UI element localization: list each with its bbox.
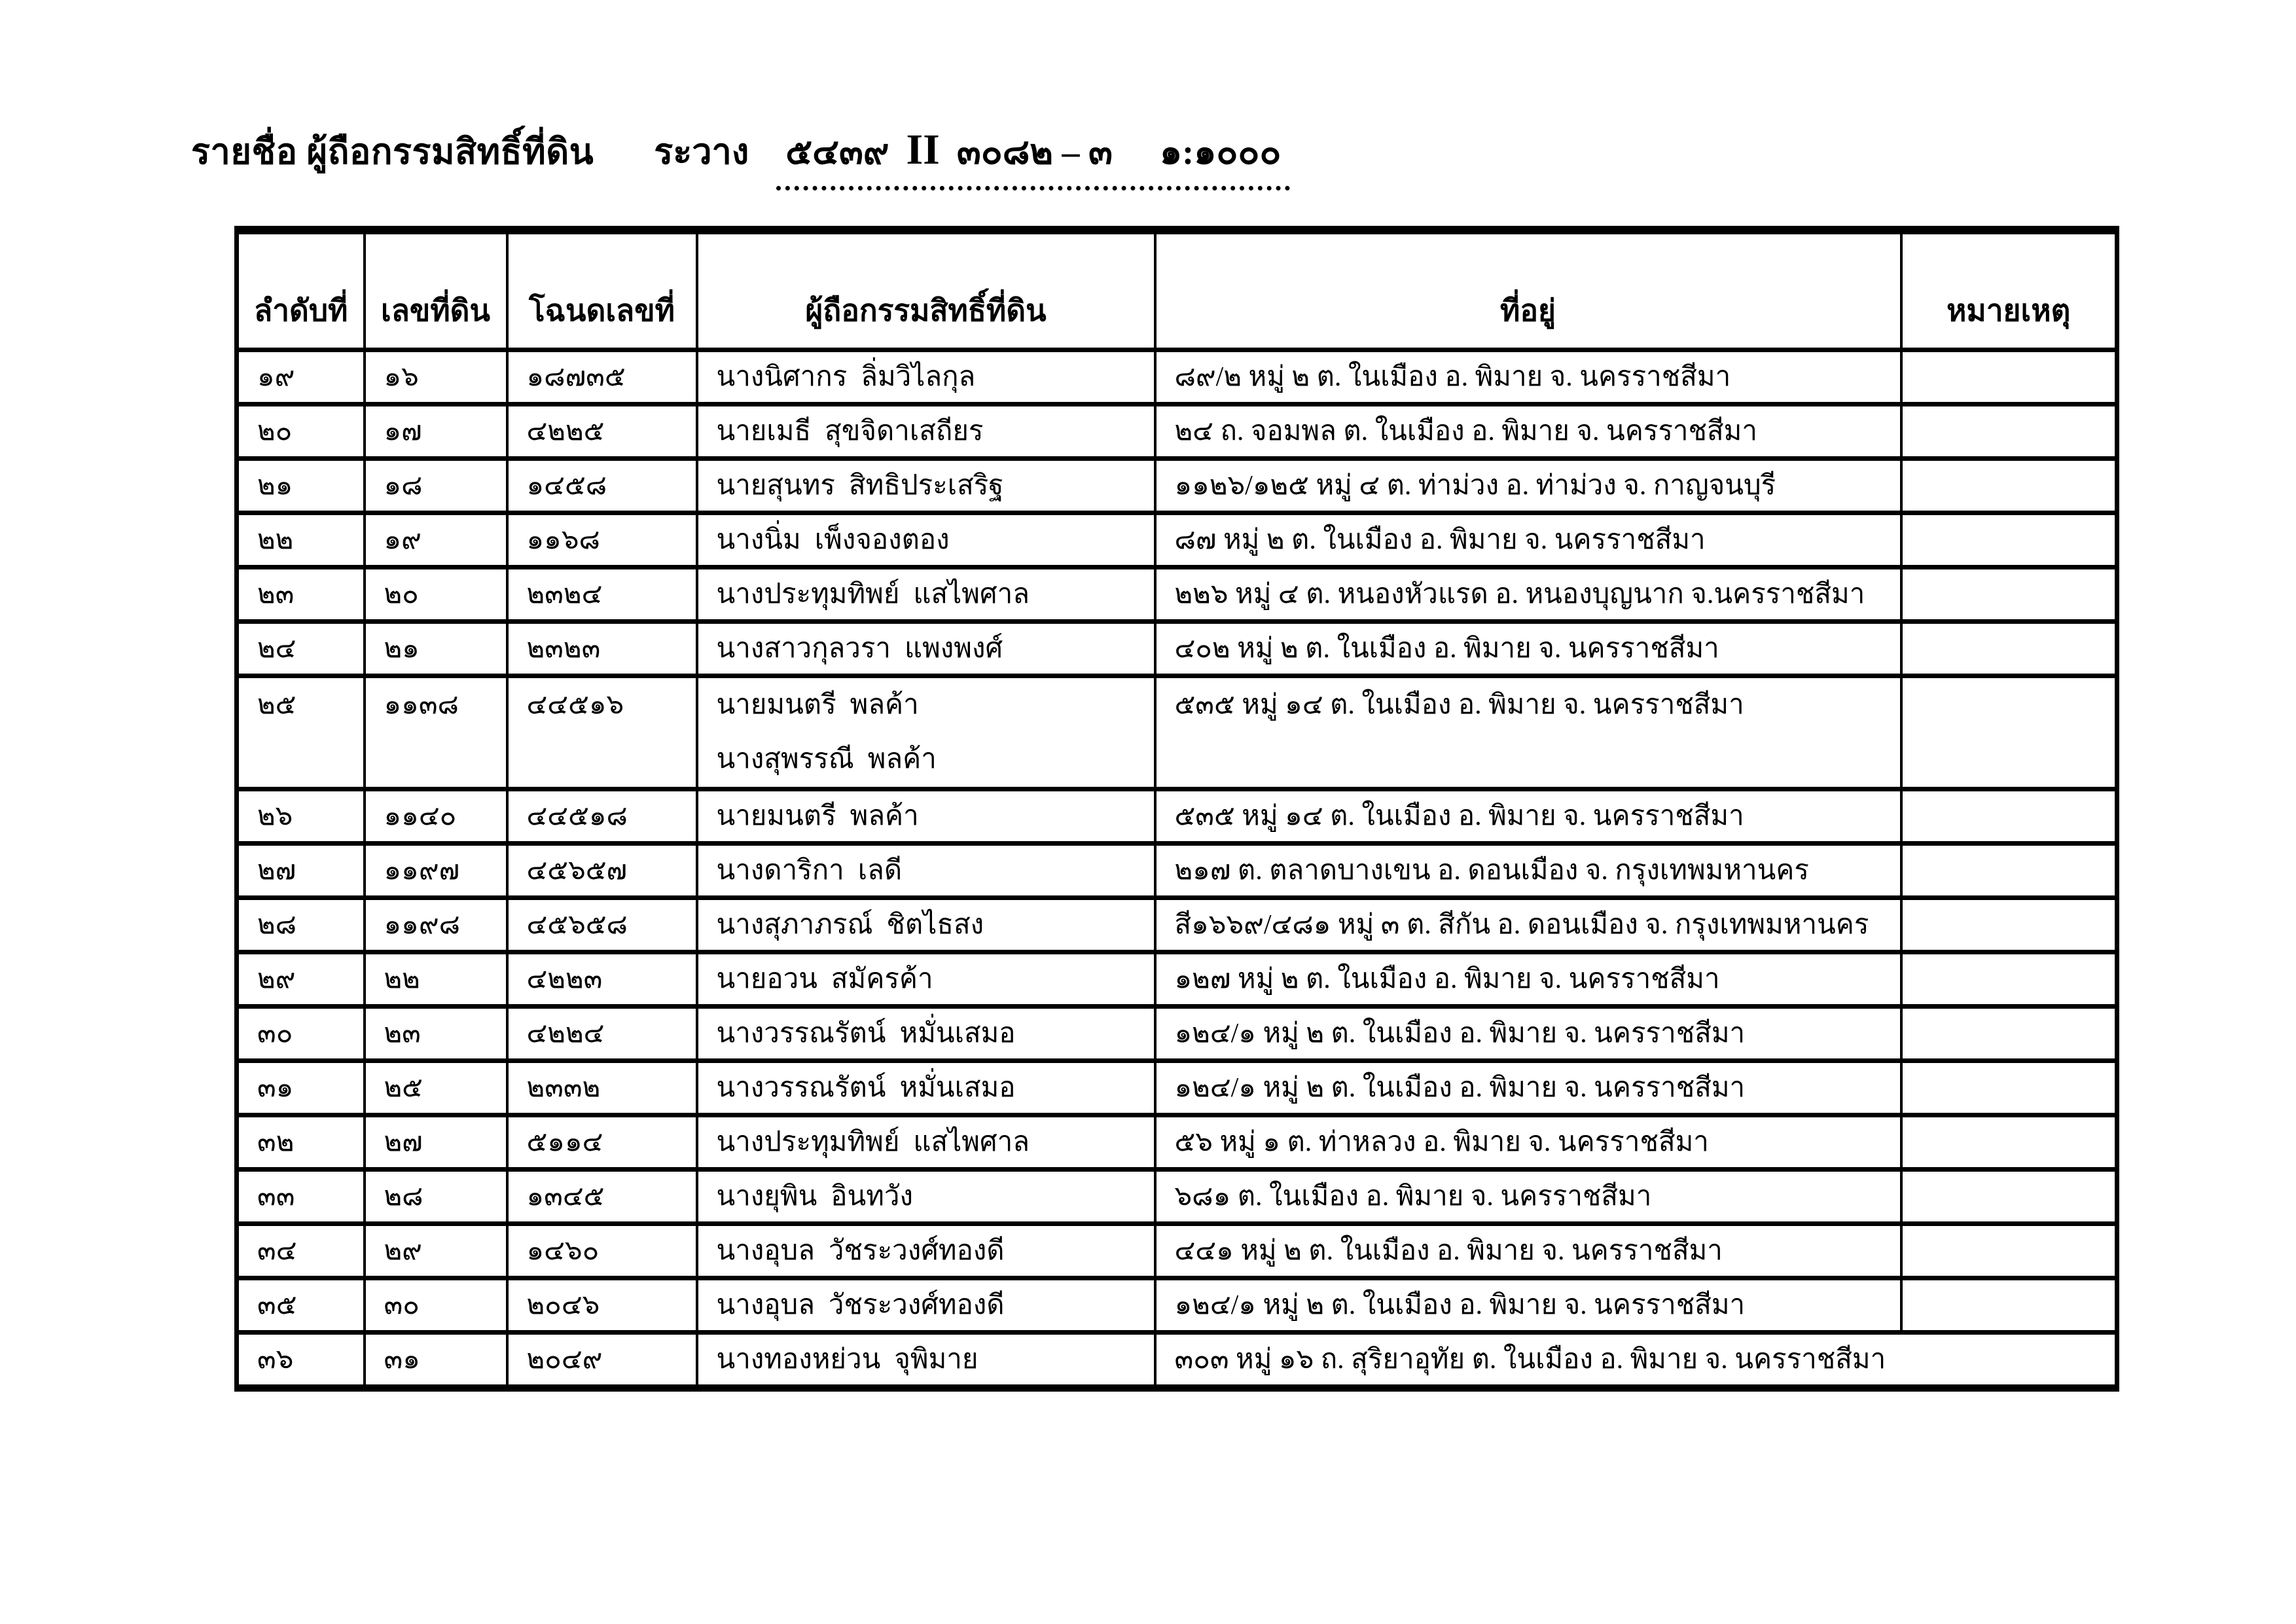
cell-order-no: ๒๔: [237, 622, 365, 676]
cell-owner: นางอุบล วัชระวงศ์ทองดี: [697, 1278, 1155, 1333]
cell-deed-no: ๕๑๑๔: [507, 1115, 697, 1170]
cell-land-no: ๑๖: [365, 350, 507, 405]
cell-deed-no: ๒๐๔๖: [507, 1278, 697, 1333]
table-row: [237, 1333, 2117, 1388]
table-row: [237, 1170, 2117, 1224]
cell-deed-no: ๒๓๒๔: [507, 568, 697, 622]
cell-order-no: ๒๑: [237, 459, 365, 513]
cell-address: ๕๓๕ หมู่ ๑๔ ต. ในเมือง อ. พิมาย จ. นครราชสีมา: [1155, 789, 1901, 844]
cell-order-no: ๓๕: [237, 1278, 365, 1333]
table-row: [237, 844, 2117, 898]
cell-owner: นายสุนทร สิทธิประเสริฐ: [697, 459, 1155, 513]
cell-address: ๖๘๑ ต. ในเมือง อ. พิมาย จ. นครราชสีมา: [1155, 1170, 1901, 1224]
cell-deed-no: ๔๔๕๑๘: [507, 789, 697, 844]
cell-land-no: ๒๗: [365, 1115, 507, 1170]
cell-address: สี๑๖๖๙/๔๘๑ หมู่ ๓ ต. สีกัน อ. ดอนเมือง จ. กรุงเทพมหานคร: [1155, 898, 1901, 952]
cell-remark: [1901, 1170, 2117, 1224]
cell-address: ๓๐๓ หมู่ ๑๖ ถ. สุริยาอุทัย ต. ในเมือง อ. พิมาย จ. นครราชสีมา: [1155, 1333, 2117, 1388]
cell-land-no: ๑๙: [365, 513, 507, 568]
header-owner: ผู้ถือกรรมสิทธิ์ที่ดิน: [697, 230, 1155, 350]
cell-deed-no: ๒๐๔๙: [507, 1333, 697, 1388]
header-order-no: ลำดับที่: [237, 230, 365, 350]
cell-land-no: ๑๗: [365, 405, 507, 459]
cell-address: ๘๗ หมู่ ๒ ต. ในเมือง อ. พิมาย จ. นครราชสีมา: [1155, 513, 1901, 568]
cell-address: ๒๑๗ ต. ตลาดบางเขน อ. ดอนเมือง จ. กรุงเทพมหานคร: [1155, 844, 1901, 898]
sheet-number-group: [776, 123, 1290, 190]
cell-owner: นางนิ่ม เพ็งจองตอง: [697, 513, 1155, 568]
cell-land-no: ๓๐: [365, 1278, 507, 1333]
cell-remark: [1901, 1278, 2117, 1333]
cell-remark: [1901, 513, 2117, 568]
table-row: [237, 459, 2117, 513]
cell-owner: [697, 676, 1155, 789]
table-row: [237, 1061, 2117, 1115]
cell-land-no: ๒๑: [365, 622, 507, 676]
cell-owner: นางสาวกุลวรา แพงพงศ์: [697, 622, 1155, 676]
cell-deed-no: ๔๕๖๕๗: [507, 844, 697, 898]
cell-deed-no: ๑๓๔๕: [507, 1170, 697, 1224]
cell-address-line: ๕๓๕ หมู่ ๑๔ ต. ในเมือง อ. พิมาย จ. นครราชสีมา: [1174, 690, 1744, 721]
cell-order-no: ๓๑: [237, 1061, 365, 1115]
table-row: [237, 622, 2117, 676]
cell-deed-no: ๑๘๗๓๕: [507, 350, 697, 405]
table-row: [237, 350, 2117, 405]
table-body: [237, 350, 2117, 1388]
cell-remark: [1901, 844, 2117, 898]
cell-remark: [1901, 1115, 2117, 1170]
cell-remark: [1901, 459, 2117, 513]
cell-remark: [1901, 1007, 2117, 1061]
cell-land-no-line: ๑๑๓๘: [384, 690, 459, 721]
cell-order-no: ๓๒: [237, 1115, 365, 1170]
cell-address: ๑๒๔/๑ หมู่ ๒ ต. ในเมือง อ. พิมาย จ. นครราชสีมา: [1155, 1007, 1901, 1061]
cell-owner: นางนิศากร ลิ่มวิไลกุล: [697, 350, 1155, 405]
cell-order-no: ๒๖: [237, 789, 365, 844]
cell-address: ๔๔๑ หมู่ ๒ ต. ในเมือง อ. พิมาย จ. นครราชสีมา: [1155, 1224, 1901, 1278]
cell-owner: นางยุพิน อินทวัง: [697, 1170, 1155, 1224]
cell-order-no: ๓๓: [237, 1170, 365, 1224]
cell-order-no: [237, 676, 365, 789]
header-deed-no: โฉนดเลขที่: [507, 230, 697, 350]
cell-remark: [1901, 789, 2117, 844]
cell-owner-line: นางสุพรรณี พลค้า: [716, 744, 937, 775]
cell-owner: นายอวน สมัครค้า: [697, 952, 1155, 1007]
cell-owner: นางวรรณรัตน์ หมั่นเสมอ: [697, 1007, 1155, 1061]
cell-address: ๑๒๗ หมู่ ๒ ต. ในเมือง อ. พิมาย จ. นครราชสีมา: [1155, 952, 1901, 1007]
cell-deed-no: ๑๔๖๐: [507, 1224, 697, 1278]
cell-order-no: ๑๙: [237, 350, 365, 405]
cell-land-no: ๒๓: [365, 1007, 507, 1061]
cell-land-no: ๑๑๙๗: [365, 844, 507, 898]
cell-address: ๑๒๔/๑ หมู่ ๒ ต. ในเมือง อ. พิมาย จ. นครราชสีมา: [1155, 1278, 1901, 1333]
cell-remark: [1901, 676, 2117, 789]
ravang-label: ระวาง: [654, 132, 749, 171]
cell-order-no: ๒๗: [237, 844, 365, 898]
table-row: [237, 1278, 2117, 1333]
title-text: รายชื่อ ผู้ถือกรรมสิทธิ์ที่ดิน: [191, 132, 594, 171]
cell-owner: นางอุบล วัชระวงศ์ทองดี: [697, 1224, 1155, 1278]
table-header-row: [237, 230, 2117, 350]
cell-deed-no: ๒๓๓๒: [507, 1061, 697, 1115]
table-row: [237, 898, 2117, 952]
map-scale: ๑:๑๐๐๐: [1159, 132, 1282, 171]
cell-deed-no: ๑๔๕๘: [507, 459, 697, 513]
cell-deed-no: ๑๑๖๘: [507, 513, 697, 568]
cell-deed-no: ๔๒๒๕: [507, 405, 697, 459]
cell-land-no: ๒๕: [365, 1061, 507, 1115]
cell-address: ๑๒๔/๑ หมู่ ๒ ต. ในเมือง อ. พิมาย จ. นครราชสีมา: [1155, 1061, 1901, 1115]
cell-address: ๒๒๖ หมู่ ๔ ต. หนองหัวแรด อ. หนองบุญนาก จ.นครราชสีมา: [1155, 568, 1901, 622]
cell-owner: นางทองหย่วน จุพิมาย: [697, 1333, 1155, 1388]
cell-land-no: ๓๑: [365, 1333, 507, 1388]
cell-land-no: ๑๑๔๐: [365, 789, 507, 844]
cell-remark: [1901, 622, 2117, 676]
page-title: [191, 123, 1290, 190]
cell-deed-no: ๔๒๒๔: [507, 1007, 697, 1061]
cell-owner: นายเมธี สุขจิดาเสถียร: [697, 405, 1155, 459]
table-row: [237, 952, 2117, 1007]
cell-deed-no: ๔๒๒๓: [507, 952, 697, 1007]
cell-address: ๔๐๒ หมู่ ๒ ต. ในเมือง อ. พิมาย จ. นครราชสีมา: [1155, 622, 1901, 676]
cell-land-no: [365, 676, 507, 789]
cell-land-no: ๒๙: [365, 1224, 507, 1278]
cell-land-no: ๒๒: [365, 952, 507, 1007]
table-row: [237, 789, 2117, 844]
table-row: [237, 1224, 2117, 1278]
cell-deed-no-line: ๔๔๕๑๖: [526, 690, 624, 721]
cell-remark: [1901, 898, 2117, 952]
sheet-number-right: ๓๐๘๒ – ๓: [956, 132, 1113, 171]
cell-deed-no: ๔๕๖๕๘: [507, 898, 697, 952]
table-row: [237, 1115, 2117, 1170]
sheet-number-left: ๕๔๓๙: [785, 132, 889, 171]
cell-order-no: ๓๖: [237, 1333, 365, 1388]
cell-land-no: ๑๑๙๘: [365, 898, 507, 952]
cell-remark: [1901, 568, 2117, 622]
table-row: [237, 568, 2117, 622]
cell-owner-line: นายมนตรี พลค้า: [716, 690, 919, 721]
sheet-roman-numeral: II: [906, 126, 940, 173]
cell-order-no: ๓๔: [237, 1224, 365, 1278]
cell-address: ๑๑๒๖/๑๒๕ หมู่ ๔ ต. ท่าม่วง อ. ท่าม่วง จ. กาญจนบุรี: [1155, 459, 1901, 513]
cell-deed-no: ๒๓๒๓: [507, 622, 697, 676]
cell-order-no-line: ๒๕: [257, 690, 296, 721]
cell-owner: นางดาริกา เลดี: [697, 844, 1155, 898]
cell-owner: นางสุภาภรณ์ ชิตไธสง: [697, 898, 1155, 952]
table-row: [237, 676, 2117, 789]
cell-order-no: ๒๐: [237, 405, 365, 459]
cell-owner: นายมนตรี พลค้า: [697, 789, 1155, 844]
header-land-no: เลขที่ดิน: [365, 230, 507, 350]
cell-remark: [1901, 1224, 2117, 1278]
cell-order-no: ๒๘: [237, 898, 365, 952]
cell-order-no: ๒๒: [237, 513, 365, 568]
cell-land-no: ๒๘: [365, 1170, 507, 1224]
cell-order-no: ๓๐: [237, 1007, 365, 1061]
cell-land-no: ๑๘: [365, 459, 507, 513]
cell-remark-line: [1903, 678, 2115, 732]
cell-address: ๒๔ ถ. จอมพล ต. ในเมือง อ. พิมาย จ. นครราชสีมา: [1155, 405, 1901, 459]
cell-order-no: ๒๙: [237, 952, 365, 1007]
cell-remark: [1901, 952, 2117, 1007]
cell-address: [1155, 676, 1901, 789]
cell-remark: [1901, 350, 2117, 405]
cell-remark: [1901, 1061, 2117, 1115]
land-owners-table: [234, 226, 2119, 1392]
header-remark: หมายเหตุ: [1901, 230, 2117, 350]
cell-address: ๕๖ หมู่ ๑ ต. ท่าหลวง อ. พิมาย จ. นครราชสีมา: [1155, 1115, 1901, 1170]
cell-deed-no: [507, 676, 697, 789]
table-row: [237, 1007, 2117, 1061]
cell-order-no: ๒๓: [237, 568, 365, 622]
cell-remark: [1901, 405, 2117, 459]
cell-owner: นางวรรณรัตน์ หมั่นเสมอ: [697, 1061, 1155, 1115]
cell-address: ๘๙/๒ หมู่ ๒ ต. ในเมือง อ. พิมาย จ. นครราชสีมา: [1155, 350, 1901, 405]
cell-owner: นางประทุมทิพย์ แสไพศาล: [697, 1115, 1155, 1170]
cell-land-no: ๒๐: [365, 568, 507, 622]
table-row: [237, 513, 2117, 568]
cell-owner: นางประทุมทิพย์ แสไพศาล: [697, 568, 1155, 622]
table-row: [237, 405, 2117, 459]
header-address: ที่อยู่: [1155, 230, 1901, 350]
